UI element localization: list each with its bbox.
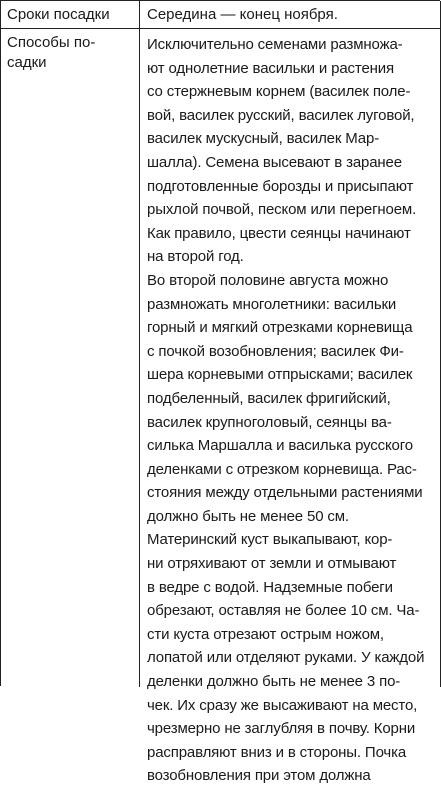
text-line: силька Маршалла и василька русского: [147, 437, 413, 455]
row-divider: [1, 28, 441, 29]
label-line: садки: [7, 54, 47, 71]
text-line: расправляют вниз и в стороны. Почка: [147, 743, 407, 761]
text-line: рыхлой почвой, песком или перегноем.: [147, 201, 417, 219]
text-line: обрезают, оставляя не более 10 см. Ча-: [147, 602, 420, 620]
text-line: в ведре с водой. Надземные побеги: [147, 578, 393, 596]
text-line: с почкой возобновления; василек Фи-: [147, 342, 404, 360]
text-line: Материнский куст выкапывают, кор-: [147, 531, 393, 549]
text-line: деленки должно быть не менее 3 по-: [147, 673, 401, 691]
planting-time-value: Середина — конец ноября.: [147, 6, 338, 23]
text-line: сти куста отрезают острым ножом,: [147, 625, 384, 643]
text-line: чрезмерно не заглубляя в почву. Корни: [147, 720, 416, 738]
text-line: василек крупноголовый, сеянцы ва-: [147, 413, 392, 431]
planting-time-label: Сроки посадки: [7, 6, 110, 23]
planting-methods-label: [7, 33, 135, 73]
text-line: должно быть не менее 50 см.: [147, 507, 349, 525]
text-line: Исключительно семенами размножа-: [147, 36, 403, 53]
text-line: со стержневым корнем (василек поле-: [147, 83, 411, 101]
text-line: подготовленные борозды и присыпают: [147, 177, 414, 195]
text-line: чек. Их сразу же высаживают на место,: [147, 696, 418, 714]
text-line: шалла). Семена высевают в заранее: [147, 153, 402, 171]
planting-methods-text: [147, 33, 437, 788]
text-line: шера корневыми отпрысками; василек: [147, 366, 413, 384]
text-line: лопатой или отделяют руками. У каждой: [147, 649, 425, 667]
text-line: стояния между отдельными растениями: [147, 484, 423, 502]
text-line: Во второй половине августа можно: [147, 271, 389, 289]
text-line: горный и мягкий отрезками корневища: [147, 319, 413, 337]
text-line: Как правило, цвести сеянцы начинают: [147, 224, 411, 242]
text-line: размножать многолетники: васильки: [147, 295, 397, 313]
text-line: ют однолетние васильки и растения: [147, 59, 394, 77]
text-line: вой, василек русский, василек луговой,: [147, 106, 415, 124]
text-line: на второй год.: [147, 248, 244, 266]
text-line: возобновления при этом должна: [147, 767, 371, 785]
column-divider: [139, 1, 140, 687]
text-line: василек мускусный, василек Мар-: [147, 130, 380, 148]
text-line: деленками с отрезком корневища. Рас-: [147, 460, 417, 478]
text-line: ни отряхивают от земли и отмывают: [147, 555, 397, 573]
text-line: подбеленный, василек фригийский,: [147, 389, 391, 407]
label-line: Способы по-: [7, 34, 96, 51]
